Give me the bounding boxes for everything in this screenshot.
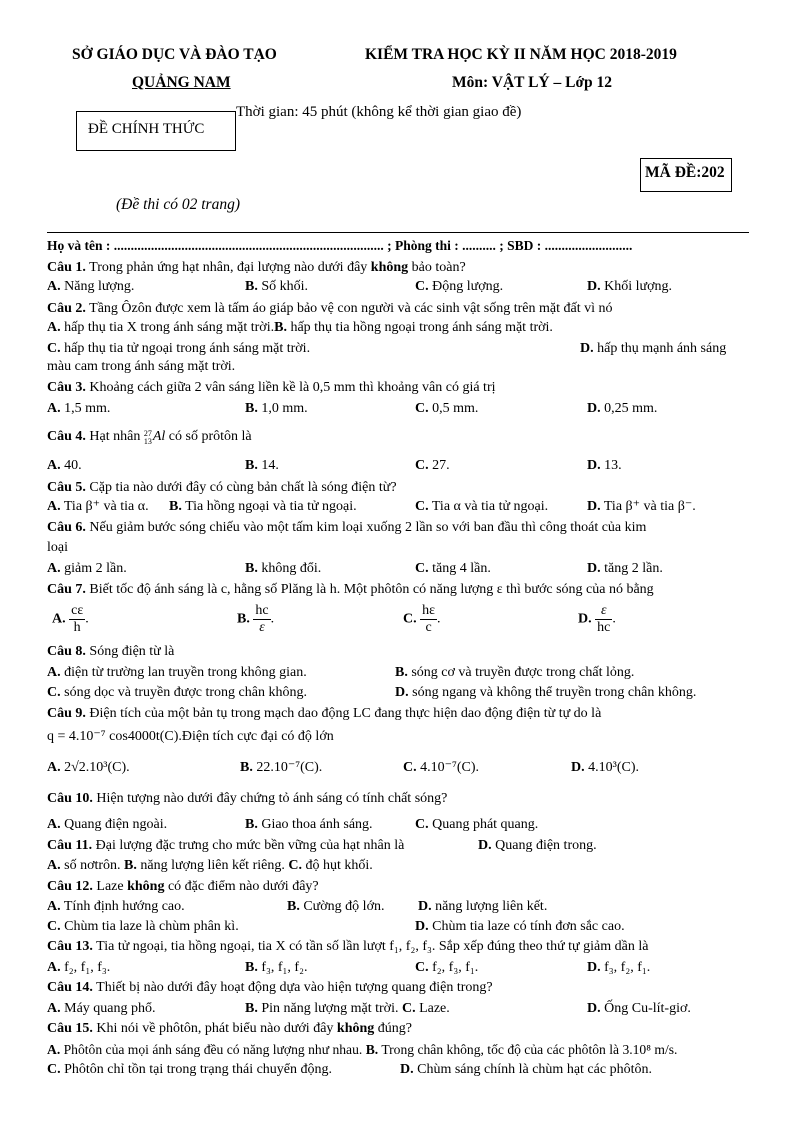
question-15: Câu 15. Khi nói về phôtôn, phát biểu nào dưới đây không đúng? — [47, 1021, 412, 1036]
q8-option-d: D. sóng ngang và không thể truyền trong chân không. — [395, 685, 697, 700]
q12-option-a: A. Tính định hướng cao. — [47, 899, 185, 914]
q2-option-c: C. hấp thụ tia tử ngoại trong ánh sáng mặt trời. — [47, 341, 311, 356]
q4-option-b: B. 14. — [245, 458, 279, 473]
q6-option-b: B. không đổi. — [245, 561, 322, 576]
question-8: Câu 8. Sóng điện từ là — [47, 644, 175, 659]
q15-option-a-b: A. Phôtôn của mọi ánh sáng đều có năng lượng như nhau. B. Trong chân không, tốc độ của các phôtôn là 3.10⁸ m/s. — [47, 1042, 678, 1057]
q11-option-d: D. năng lượng liên kết. — [418, 899, 548, 914]
q12-option-b: B. Cường độ lớn. — [287, 899, 385, 914]
question-5: Câu 5. Cặp tia nào dưới đây có cùng bản chất là sóng điện từ? — [47, 480, 397, 495]
q7-option-a: A. $\frac{c\varepsilon}{h}$ . — [52, 603, 89, 635]
q5-option-d: D. Tia β⁺ và tia β⁻. — [587, 499, 696, 514]
question-6: Câu 6. Nếu giảm bước sóng chiếu vào một tấm kim loại xuống 2 lần so với ban đầu thì công thoát của kim — [47, 520, 647, 535]
q15-option-d: D. Chùm sáng chính là chùm hạt các phôtôn. — [400, 1062, 652, 1077]
q2-option-a-b: A. hấp thụ tia X trong ánh sáng mặt trời.B. hấp thụ tia hồng ngoại trong ánh sáng mặt trời. — [47, 320, 553, 335]
q8-option-b: B. sóng cơ và truyền được trong chất lỏng. — [395, 665, 635, 680]
q1-option-d: D. Khối lượng. — [587, 279, 673, 294]
q14-option-a: A. Máy quang phổ. — [47, 1001, 156, 1016]
q7-option-d: D. $\frac{\varepsilon}{hc}$ . — [578, 603, 616, 635]
q2-option-d-cont: màu cam trong ánh sáng mặt trời. — [47, 359, 236, 374]
subject-line: Môn: VẬT LÝ – Lớp 12 — [452, 74, 613, 91]
student-info-line: Họ và tên : ................................................................................ ; Phòng thi : .......... ; SBD : .......................... — [47, 238, 633, 253]
exam-title: KIỂM TRA HỌC KỲ II NĂM HỌC 2018-2019 — [365, 46, 677, 63]
question-3: Câu 3. Khoảng cách giữa 2 vân sáng liền kề là 0,5 mm thì khoảng vân có giá trị — [47, 380, 496, 395]
official-label: ĐỀ CHÍNH THỨC — [88, 121, 205, 137]
q7-option-b: B. $\frac{hc}{\varepsilon}$ . — [237, 603, 275, 635]
question-7: Câu 7. Biết tốc độ ánh sáng là c, hằng số Plăng là h. Một phôtôn có năng lượng ε thì bước sóng của nó bằng — [47, 582, 654, 597]
q4-option-c: C. 27. — [415, 458, 450, 473]
exam-code: MÃ ĐỀ:202 — [645, 164, 725, 181]
q1-option-a: A. Năng lượng. — [47, 279, 135, 294]
q14-option-b-c: B. Pin năng lượng mặt trời. C. Laze. — [245, 1001, 450, 1016]
province-name: QUẢNG NAM — [132, 74, 231, 91]
question-1: Câu 1. Trong phản ứng hạt nhân, đại lượng nào dưới đây không bảo toàn? — [47, 260, 466, 275]
department-name: SỞ GIÁO DỤC VÀ ĐÀO TẠO — [72, 46, 277, 63]
q3-option-b: B. 1,0 mm. — [245, 401, 308, 416]
q3-option-c: C. 0,5 mm. — [415, 401, 479, 416]
q1-option-b: B. Số khối. — [245, 279, 309, 294]
q12-option-d: D. Chùm tia laze có tính đơn sắc cao. — [415, 919, 625, 934]
question-9-formula: q = 4.10⁻⁷ cos4000t(C).Điện tích cực đại có độ lớn — [47, 729, 334, 744]
q5-option-a: A. Tia β⁺ và tia α. — [47, 499, 149, 514]
q8-option-a: A. điện từ trường lan truyền trong không gian. — [47, 665, 307, 680]
q15-option-c: C. Phôtôn chỉ tồn tại trong trạng thái chuyển động. — [47, 1062, 333, 1077]
question-6-cont: loại — [47, 540, 68, 555]
question-10: Câu 10. Hiện tượng nào dưới đây chứng tỏ ánh sáng có tính chất sóng? — [47, 791, 448, 806]
q3-option-d: D. 0,25 mm. — [587, 401, 658, 416]
question-2: Câu 2. Tầng Ôzôn được xem là tấm áo giáp bảo vệ con người và các sinh vật sống trên mặt đất vì nó — [47, 301, 613, 316]
question-11: Câu 11. Đại lượng đặc trưng cho mức bền vững của hạt nhân là — [47, 838, 405, 853]
q13-option-d: D. f₃, f₂, f₁. — [587, 960, 651, 975]
q8-option-c: C. sóng dọc và truyền được trong chân không. — [47, 685, 307, 700]
q9-option-a: A. 2√2.10³(C). — [47, 760, 130, 775]
question-9: Câu 9. Điện tích của một bản tụ trong mạch dao động LC đang thực hiện dao động điện từ tự do là — [47, 706, 602, 721]
q13-option-c: C. f₂, f₃, f₁. — [415, 960, 479, 975]
q7-option-c: C. $\frac{h\varepsilon}{c}$ . — [403, 603, 441, 635]
q13-option-a: A. f₂, f₁, f₃. — [47, 960, 111, 975]
q6-option-d: D. tăng 2 lần. — [587, 561, 663, 576]
q5-option-b: B. Tia hồng ngoại và tia tử ngoại. — [169, 499, 357, 514]
q12-option-c: C. Chùm tia laze là chùm phân kì. — [47, 919, 239, 934]
q9-option-b: B. 22.10⁻⁷(C). — [240, 760, 323, 775]
q14-option-d: D. Ống Cu-lít-giơ. — [587, 1001, 691, 1016]
q11-options: A. số nơtrôn. B. năng lượng liên kết riêng. C. độ hụt khối. — [47, 858, 373, 873]
q10-option-a: A. Quang điện ngoài. — [47, 817, 168, 832]
q6-option-a: A. giảm 2 lần. — [47, 561, 127, 576]
q10-option-c: C. Quang phát quang. — [415, 817, 539, 832]
q10-option-b: B. Giao thoa ánh sáng. — [245, 817, 373, 832]
q3-option-a: A. 1,5 mm. — [47, 401, 111, 416]
question-14: Câu 14. Thiết bị nào dưới đây hoạt động dựa vào hiện tượng quang điện trong? — [47, 980, 493, 995]
q13-option-b: B. f₃, f₁, f₂. — [245, 960, 308, 975]
q9-option-c: C. 4.10⁻⁷(C). — [403, 760, 480, 775]
q4-option-a: A. 40. — [47, 458, 82, 473]
q6-option-c: C. tăng 4 lần. — [415, 561, 491, 576]
question-13: Câu 13. Tia tử ngoại, tia hồng ngoại, tia X có tần số lần lượt f₁, f₂, f₃. Sắp xếp đúng theo thứ tự giảm dần là — [47, 939, 649, 954]
question-12: Câu 12. Laze không có đặc điểm nào dưới đây? — [47, 879, 319, 894]
q9-option-d: D. 4.10³(C). — [571, 760, 639, 775]
q1-option-c: C. Động lượng. — [415, 279, 504, 294]
q5-option-c: C. Tia α và tia tử ngoại. — [415, 499, 549, 514]
q4-option-d: D. 13. — [587, 458, 622, 473]
q2-option-d: D. hấp thụ mạnh ánh sáng — [580, 341, 727, 356]
divider — [47, 232, 749, 233]
exam-duration: Thời gian: 45 phút (không kể thời gian giao đề) — [236, 104, 522, 120]
q10-option-d: D. Quang điện trong. — [478, 838, 597, 853]
question-4: Câu 4. Hạt nhân 27 13 Al có số prôtôn là — [47, 429, 252, 446]
pages-note: (Đề thi có 02 trang) — [116, 196, 240, 213]
